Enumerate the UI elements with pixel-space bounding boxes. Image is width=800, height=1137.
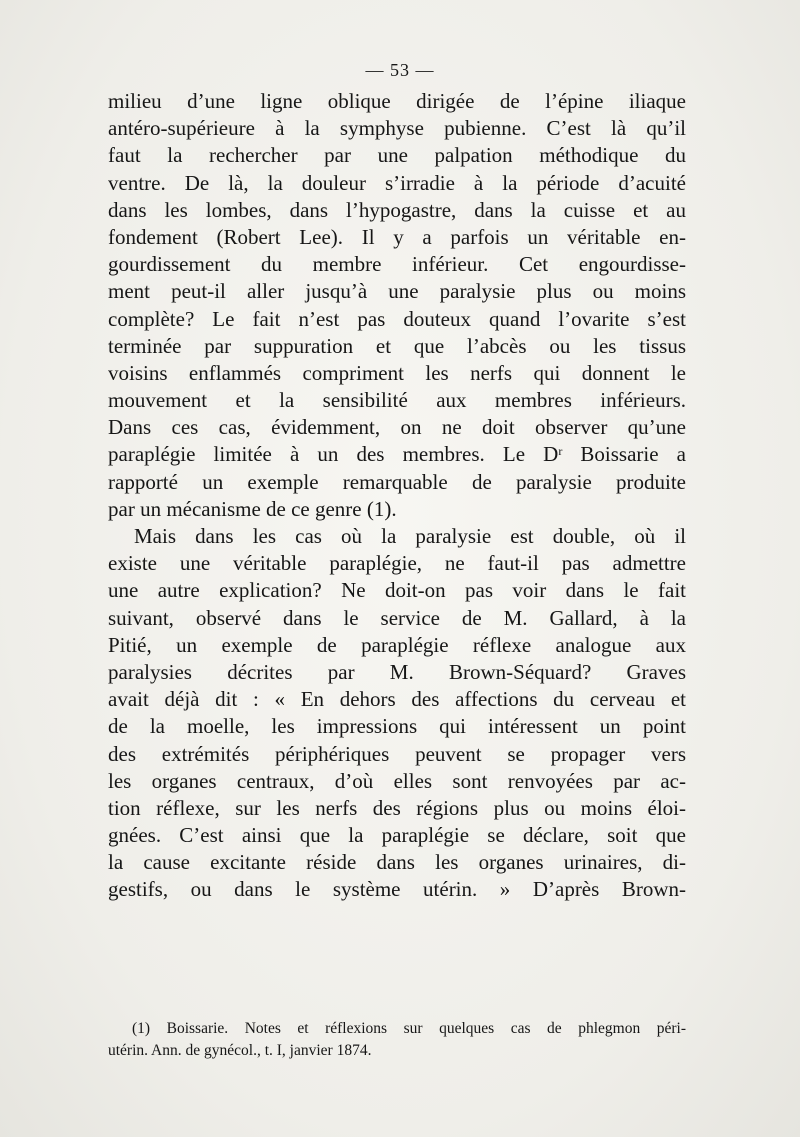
footnote-line: utérin. Ann. de gynécol., t. I, janvier 1874. — [108, 1042, 372, 1059]
footnote-line: (1) Boissarie. Notes et réflexions sur quelques cas de phlegmon péri- — [132, 1020, 686, 1037]
footnote — [108, 1018, 686, 1062]
text-line: la cause excitante réside dans les organes urinaires, di- — [108, 850, 686, 875]
text-line: mouvement et la sensibilité aux membres inférieurs. — [108, 388, 686, 413]
text-line: dans les lombes, dans l’hypogastre, dans la cuisse et au — [108, 197, 686, 222]
text-line: de la moelle, les impressions qui intéressent un point — [108, 714, 686, 739]
text-line: voisins enflammés compriment les nerfs qui donnent le — [108, 360, 686, 385]
text-line: gnées. C’est ainsi que la paraplégie se déclare, soit que — [108, 823, 686, 848]
text-line: par un mécanisme de ce genre (1). — [108, 496, 397, 521]
text-line: ment peut-il aller jusqu’à une paralysie plus ou moins — [108, 279, 686, 304]
text-segment: Boissarie a — [562, 442, 686, 467]
text-line: fondement (Robert Lee). Il y a parfois un véritable en- — [108, 224, 686, 249]
text-line: rapporté un exemple remarquable de paralysie produite — [108, 469, 686, 494]
text-line-with-superscript — [108, 441, 686, 468]
text-line: suivant, observé dans le service de M. Gallard, à la — [108, 605, 686, 630]
text-line: faut la rechercher par une palpation méthodique du — [108, 143, 686, 168]
text-line: existe une véritable paraplégie, ne faut-il pas admettre — [108, 551, 686, 576]
text-line: Dans ces cas, évidemment, on ne doit observer qu’une — [108, 415, 686, 440]
text-segment: paraplégie limitée à un des membres. Le D — [108, 442, 559, 467]
text-line: gourdissement du membre inférieur. Cet engourdisse- — [108, 252, 686, 277]
text-line: tion réflexe, sur les nerfs des régions plus ou moins éloi- — [108, 795, 686, 820]
text-line: Pitié, un exemple de paraplégie réflexe analogue aux — [108, 632, 686, 657]
text-line: ventre. De là, la douleur s’irradie à la période d’acuité — [108, 170, 686, 195]
text-line: les organes centraux, d’où elles sont renvoyées par ac- — [108, 768, 686, 793]
body-text — [108, 88, 686, 904]
text-line: terminée par suppuration et que l’abcès ou les tissus — [108, 333, 686, 358]
text-line: des extrémités périphériques peuvent se propager vers — [108, 741, 686, 766]
text-line: paralysies décrites par M. Brown-Séquard? Graves — [108, 659, 686, 684]
text-line: avait déjà dit : « En dehors des affections du cerveau et — [108, 687, 686, 712]
text-line: milieu d’une ligne oblique dirigée de l’épine iliaque — [108, 89, 686, 113]
text-line: une autre explication? Ne doit-on pas voir dans le fait — [108, 578, 686, 603]
text-line: complète? Le fait n’est pas douteux quand l’ovarite s’est — [108, 306, 686, 331]
text-line: antéro-supérieure à la symphyse pubienne. C’est là qu’il — [108, 116, 686, 141]
superscript: r — [558, 444, 563, 459]
page-number: — 53 — — [365, 60, 435, 80]
text-line: Mais dans les cas où la paralysie est double, où il — [134, 524, 686, 548]
text-line: gestifs, ou dans le système utérin. » D’après Brown- — [108, 877, 686, 902]
